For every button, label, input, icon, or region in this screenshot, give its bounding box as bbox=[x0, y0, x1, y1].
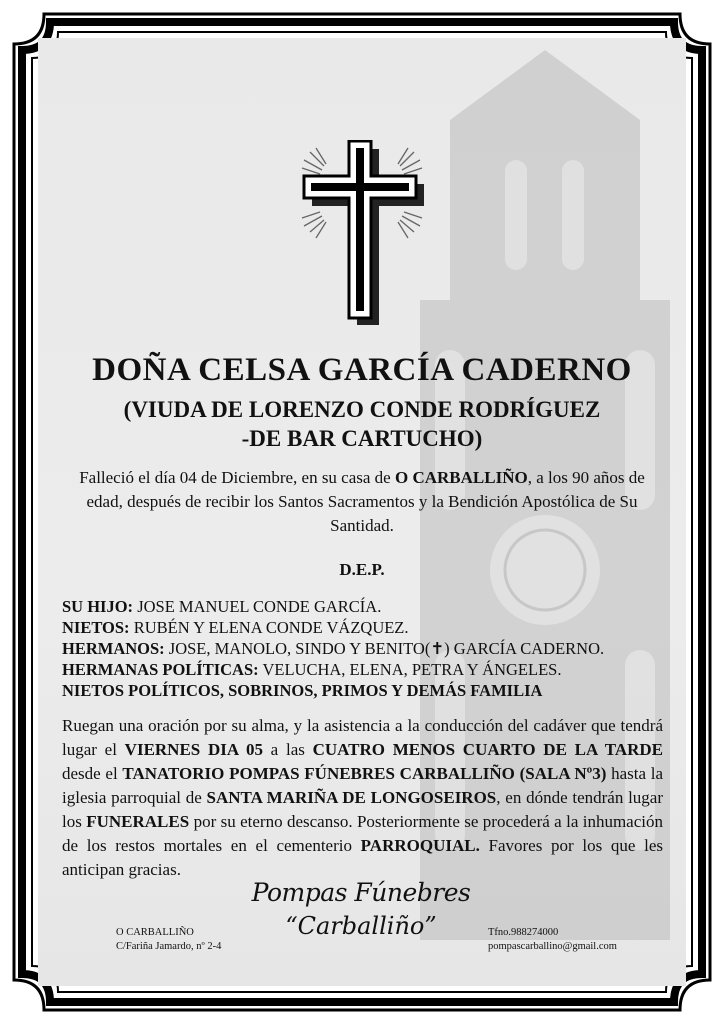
ruegan-text: Ruegan una oración por su alma, y la asistencia a la conducción del cadáver que tendrá lugar el bbox=[62, 716, 663, 759]
ruegan-cemetery: PARROQUIAL. bbox=[360, 836, 480, 855]
footer-street: C/Fariña Jamardo, nº 2-4 bbox=[116, 941, 222, 952]
ruegan-text: , en dónde tendrán lugar los bbox=[62, 788, 664, 831]
ruegan-funerales: FUNERALES bbox=[86, 812, 190, 831]
ruegan-time: CUATRO MENOS CUARTO DE LA TARDE bbox=[312, 740, 664, 759]
ruegan-text: por su eterno descanso. Posteriormente se procederá a la inhumación de los restos mortales en el cementerio bbox=[62, 812, 663, 855]
family-value: JOSE, MANOLO, SINDO Y BENITO(✝) GARCÍA CADERNO. bbox=[164, 639, 605, 658]
family-label: NIETOS: bbox=[62, 618, 130, 637]
subtitle-line-2: -DE BAR CARTUCHO) bbox=[241, 426, 483, 451]
cross-icon bbox=[272, 140, 452, 325]
ruegan-venue: TANATORIO POMPAS FÚNEBRES CARBALLIÑO (SALA Nº3) bbox=[122, 764, 607, 783]
family-label: NIETOS POLÍTICOS, SOBRINOS, PRIMOS Y DEMÁS FAMILIA bbox=[62, 681, 543, 700]
subtitle-line-1: (VIUDA DE LORENZO CONDE RODRÍGUEZ bbox=[123, 397, 601, 422]
ruegan-day: VIERNES DIA 05 bbox=[124, 740, 263, 759]
family-label: HERMANAS POLÍTICAS: bbox=[62, 660, 259, 679]
funeral-details bbox=[62, 714, 663, 882]
footer-email: pompascarballino@gmail.com bbox=[488, 941, 617, 952]
family-list bbox=[62, 596, 672, 701]
funeral-home-logo-sub: “Carballiño” bbox=[285, 912, 437, 940]
footer-phone: Tfno.988274000 bbox=[488, 927, 559, 938]
footer-contact bbox=[488, 926, 617, 954]
family-label: SU HIJO: bbox=[62, 597, 134, 616]
family-label: HERMANOS: bbox=[62, 639, 165, 658]
ruegan-text: a las bbox=[262, 740, 313, 759]
intro-text-1: Falleció el día 04 de Diciembre, en su casa de bbox=[79, 468, 395, 487]
ruegan-text: Favores por los que les anticipan gracias. bbox=[62, 836, 663, 879]
deceased-name: DOÑA CELSA GARCÍA CADERNO bbox=[92, 352, 632, 388]
intro-place: O CARBALLIÑO bbox=[394, 468, 528, 487]
family-item bbox=[62, 680, 672, 701]
death-announcement bbox=[62, 466, 662, 538]
ruegan-church: SANTA MARIÑA DE LONGOSEIROS bbox=[206, 788, 497, 807]
family-item bbox=[62, 659, 672, 680]
ruegan-text: desde el bbox=[62, 764, 123, 783]
funeral-home-logo: Pompas Fúnebres bbox=[251, 878, 471, 907]
footer-address bbox=[116, 926, 221, 954]
intro-text-2: , a los 90 años de edad, después de recibir los Santos Sacramentos y la Bendición Apostólica de Su Santidad. bbox=[86, 468, 645, 535]
family-value: JOSE MANUEL CONDE GARCÍA. bbox=[133, 597, 382, 616]
ruegan-text: hasta la iglesia parroquial de bbox=[62, 764, 664, 807]
family-value: RUBÉN Y ELENA CONDE VÁZQUEZ. bbox=[129, 618, 409, 637]
family-item bbox=[62, 596, 672, 617]
family-item bbox=[62, 617, 672, 638]
family-value: VELUCHA, ELENA, PETRA Y ÁNGELES. bbox=[258, 660, 562, 679]
footer-city: O CARBALLIÑO bbox=[116, 927, 194, 938]
family-item bbox=[62, 638, 672, 659]
dep-label: D.E.P. bbox=[339, 560, 385, 579]
